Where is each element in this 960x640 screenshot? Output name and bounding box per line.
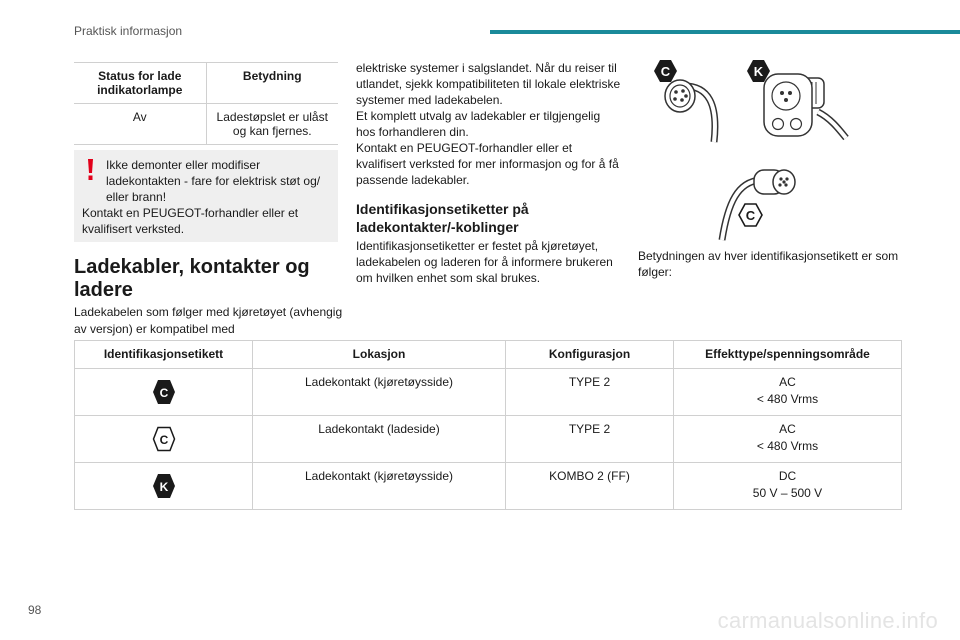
table-cell <box>674 416 902 463</box>
body-paragraph-col2 <box>356 60 622 188</box>
power-type: AC <box>779 375 796 389</box>
warning-text-2: Kontakt en PEUGEOT-forhandler eller et kvalifisert verksted. <box>82 206 299 236</box>
paragraph-text: Et komplett utvalg av ladekabler er tilgjengelig hos forhandleren din. <box>356 109 601 139</box>
table-cell: KOMBO 2 (FF) <box>506 463 674 510</box>
illus-label-k: K <box>753 64 764 79</box>
watermark: carmanualsonline.info <box>717 608 938 633</box>
table-cell: Ladestøpslet er ulåst og kan fjernes. <box>206 104 338 145</box>
type2-charger-plug-illustration <box>700 162 810 244</box>
table-cell: TYPE 2 <box>506 416 674 463</box>
table-row <box>75 463 902 510</box>
hex-c-outline-icon <box>152 426 176 452</box>
paragraph-text: elektriske systemer i salgslandet. Når du reiser til utlandet, sjekk kompatibiliteten til lokale elektriske systemer med ladekabelen. <box>356 61 621 107</box>
body-paragraph: Betydningen av hver identifikasjonsetikett er som følger: <box>638 249 899 279</box>
table-cell <box>75 463 253 510</box>
status-table <box>74 62 338 145</box>
hex-c-filled-icon <box>152 379 176 405</box>
table-header-cell: Betydning <box>206 63 338 104</box>
illus-label-c: C <box>660 64 671 79</box>
table-cell <box>674 369 902 416</box>
voltage: < 480 Vrms <box>756 439 819 453</box>
body-paragraph: Identifikasjonsetiketter er festet på kjøretøyet, ladekabelen og laderen for å informere brukeren om hvilken enhet som skal brukes. <box>356 239 613 285</box>
table-header-cell: Konfigurasjon <box>506 341 674 369</box>
power-type: AC <box>779 422 796 436</box>
table-cell <box>674 463 902 510</box>
table-row <box>74 104 338 145</box>
type2-vehicle-plug-illustration <box>640 56 740 148</box>
page-number: 98 <box>28 603 42 617</box>
identification-table <box>74 340 902 510</box>
table-row <box>75 416 902 463</box>
table-header-row <box>75 341 902 369</box>
hex-label: K <box>159 480 168 494</box>
table-header-cell: Lokasjon <box>253 341 506 369</box>
table-header-cell: Effekttype/spenningsområde <box>674 341 902 369</box>
hex-k-filled-icon <box>152 473 176 499</box>
table-cell <box>75 369 253 416</box>
subsection-title: Identifikasjonsetiketter på ladekontakter/-koblinger <box>356 201 529 235</box>
hex-label: C <box>159 433 168 447</box>
table-header-row <box>74 63 338 104</box>
warning-box <box>74 150 338 242</box>
table-cell: Ladekontakt (kjøretøysside) <box>253 463 506 510</box>
table-cell: Ladekontakt (kjøretøysside) <box>253 369 506 416</box>
table-header-cell: Status for lade indikatorlampe <box>74 63 206 104</box>
voltage: < 480 Vrms <box>756 392 819 406</box>
body-paragraph: Ladekabelen som følger med kjøretøyet (avhengig av versjon) er kompatibel med <box>74 305 343 336</box>
power-type: DC <box>778 469 797 483</box>
table-cell: Av <box>74 104 206 145</box>
table-cell: TYPE 2 <box>506 369 674 416</box>
table-cell <box>75 416 253 463</box>
warning-text: Ikke demonter eller modifiser ladekontakten - fare for elektrisk støt og/ eller brann! <box>106 158 321 204</box>
paragraph-text: Kontakt en PEUGEOT-forhandler eller et kvalifisert verksted for mer informasjon og for å få passende ladekabler. <box>356 141 619 187</box>
hex-label: C <box>159 386 168 400</box>
section-title: Ladekabler, kontakter og ladere <box>74 256 310 301</box>
table-cell: Ladekontakt (ladeside) <box>253 416 506 463</box>
combo2-vehicle-plug-illustration <box>742 56 852 148</box>
table-header-cell: Identifikasjonsetikett <box>75 341 253 369</box>
illus-label-c-outline: C <box>745 208 756 223</box>
exclamation-icon <box>86 159 95 181</box>
header-accent-bar <box>490 30 960 34</box>
voltage: 50 V – 500 V <box>752 486 823 500</box>
header-title: Praktisk informasjon <box>74 24 183 38</box>
table-row <box>75 369 902 416</box>
